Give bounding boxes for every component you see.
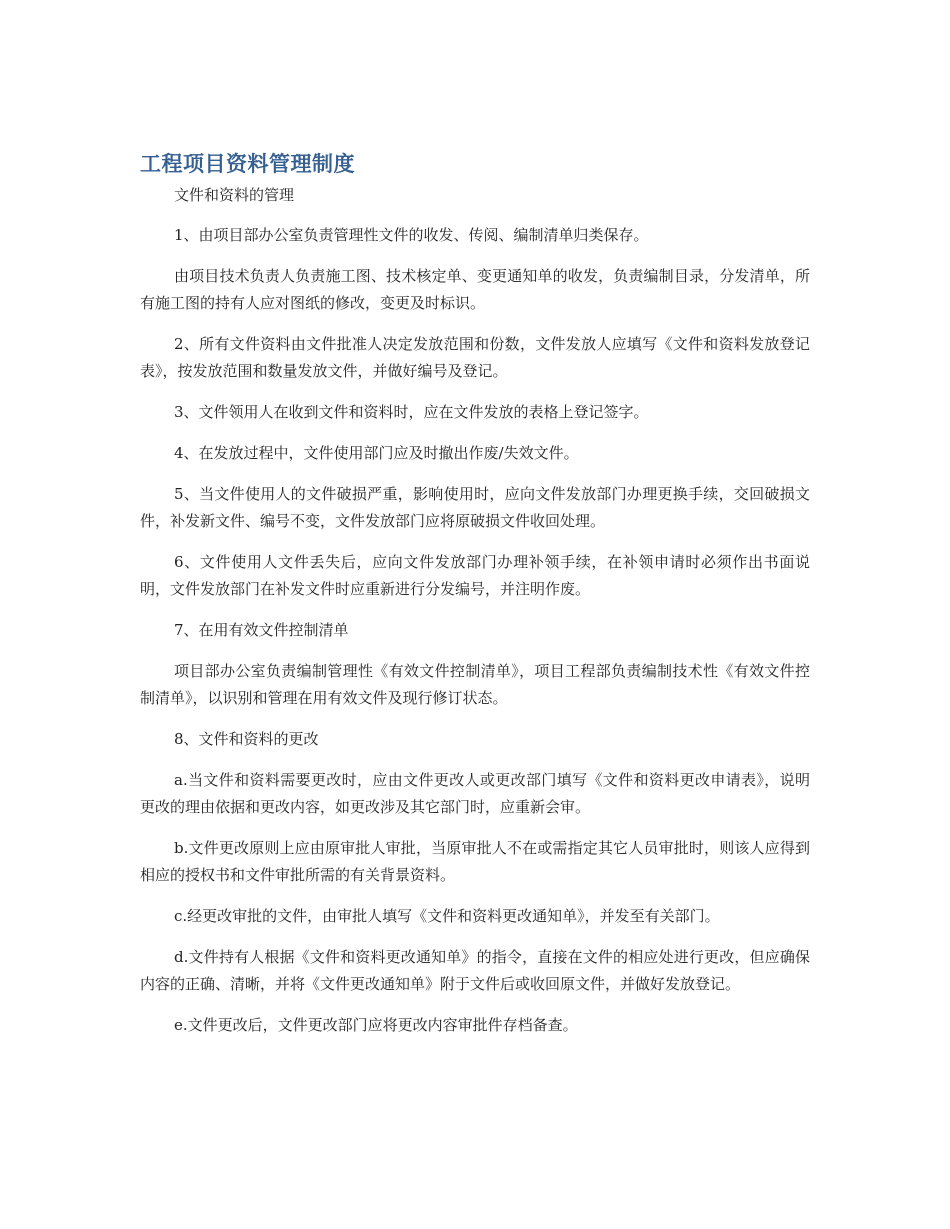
paragraph-item-4: 4、在发放过程中，文件使用部门应及时撤出作废/失效文件。	[174, 444, 579, 462]
paragraph-item-3: 3、文件领用人在收到文件和资料时，应在文件发放的表格上登记签字。	[174, 403, 649, 421]
section-heading: 文件和资料的管理	[174, 186, 295, 204]
paragraph-change-b: b.文件更改原则上应由原审批人审批，当原审批人不在或需指定其它人员审批时，则该人应得到相应的授权书和文件审批所需的有关背景资料。	[140, 839, 810, 884]
paragraph-change-e: e.文件更改后，文件更改部门应将更改内容审批件存档备查。	[174, 1016, 578, 1034]
paragraph-item-5: 5、当文件使用人的文件破损严重，影响使用时，应向文件发放部门办理更换手续，交回破损文件，补发新文件、编号不变，文件发放部门应将原破损文件收回处理。	[140, 485, 810, 530]
paragraph-tech-drawings: 由项目技术负责人负责施工图、技术核定单、变更通知单的收发，负责编制目录，分发清单，所有施工图的持有人应对图纸的修改，变更及时标识。	[140, 267, 810, 312]
paragraph-change-d: d.文件持有人根据《文件和资料更改通知单》的指令，直接在文件的相应处进行更改，但应确保内容的正确、清晰，并将《文件更改通知单》附于文件后或收回原文件，并做好发放登记。	[140, 948, 810, 993]
paragraph-change-c: c.经更改审批的文件，由审批人填写《文件和资料更改通知单》，并发至有关部门。	[174, 907, 720, 925]
paragraph-item-2: 2、所有文件资料由文件批准人决定发放范围和份数，文件发放人应填写《文件和资料发放登记表》，按发放范围和数量发放文件，并做好编号及登记。	[140, 335, 810, 380]
paragraph-control-list: 项目部办公室负责编制管理性《有效文件控制清单》，项目工程部负责编制技术性《有效文件控制清单》，以识别和管理在用有效文件及现行修订状态。	[140, 662, 810, 707]
document-body	[140, 182, 810, 1053]
paragraph-item-8: 8、文件和资料的更改	[174, 730, 319, 748]
paragraph-change-a: a.当文件和资料需要更改时，应由文件更改人或更改部门填写《文件和资料更改申请表》，说明更改的理由依据和更改内容，如更改涉及其它部门时，应重新会审。	[140, 771, 810, 816]
paragraph-item-6: 6、文件使用人文件丢失后，应向文件发放部门办理补领手续，在补领申请时必须作出书面说明，文件发放部门在补发文件时应重新进行分发编号，并注明作废。	[140, 553, 810, 598]
paragraph-item-1: 1、由项目部办公室负责管理性文件的收发、传阅、编制清单归类保存。	[174, 226, 649, 244]
paragraph-item-7: 7、在用有效文件控制清单	[174, 621, 349, 639]
document-title: 工程项目资料管理制度	[140, 152, 355, 176]
